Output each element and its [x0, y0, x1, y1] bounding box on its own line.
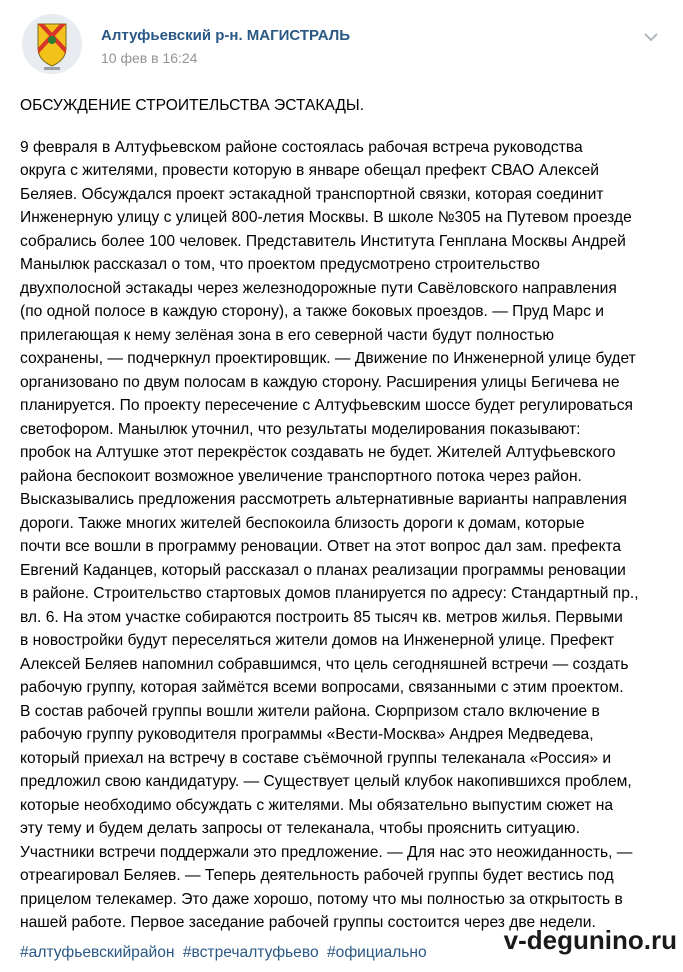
post-text-line: в новостройки будут переселяться жители домов на Инженерной улице. Префект — [20, 632, 615, 649]
post-text-line: дороги. Также многих жителей беспокоила близость дороги к домам, которые — [20, 514, 585, 532]
post-text-line: собрались более 100 человек. Представитель Института Генплана Москвы Андрей — [20, 232, 626, 250]
post-text-line: двухполосной эстакады через железнодорожные пути Савёловского направления — [20, 279, 617, 297]
hashtags — [20, 944, 427, 962]
hashtag-link[interactable]: #алтуфьевскийрайон — [20, 944, 175, 961]
post-text-line: Беляев. Обсуждался проект эстакадной транспортной связки, которая соединит — [20, 185, 604, 203]
post-text-line: предложил свою кандидатуру. — Существует целый клубок накопившихся проблем, — [20, 773, 632, 790]
post-text-line: прилегающая к нему зелёная зона в его северной части будут полностью — [20, 326, 555, 344]
post-text-line: рабочую группу, которая займётся всеми вопросами, связанными с этим проектом. — [20, 679, 624, 696]
post-menu-button[interactable] — [641, 30, 661, 44]
post-text-line: нашей работе. Первое заседание рабочей группы состоится через две недели. — [20, 914, 596, 931]
post-text-line: рабочую группу руководителя программы «Вести-Москва» Андрея Медведева, — [20, 726, 594, 743]
post-text-line: почти все вошли в программу реновации. Ответ на этот вопрос дал зам. префекта — [20, 538, 622, 555]
post-text-line: светофором. Манылюк уточнил, что результаты моделирования показывают: — [20, 420, 581, 438]
post-text-line: эту тему и будем делать запросы от телеканала, чтобы прояснить ситуацию. — [20, 820, 580, 837]
post-text-line: Высказывались предложения рассмотреть альтернативные варианты направления — [20, 491, 627, 508]
post-text-line: 9 февраля в Алтуфьевском районе состоялась рабочая встреча руководства — [20, 138, 583, 156]
post-text-line: сохранены, — подчеркнул проектировщик. — Движение по Инженерной улице будет — [20, 350, 636, 367]
post-header — [22, 14, 683, 78]
post-text-line: который приехал на встречу в составе съёмочной группы телеканала «Россия» и — [20, 749, 612, 767]
post-text — [20, 94, 670, 935]
post-text-line: планируется. По проекту пересечение с Алтуфьевским шоссе будет регулироваться — [20, 397, 633, 414]
hashtag-link[interactable]: #официально — [326, 944, 427, 961]
post-title: ОБСУЖДЕНИЕ СТРОИТЕЛЬСТВА ЭСТАКАДЫ. — [20, 97, 365, 114]
author-link[interactable]: Алтуфьевский р-н. МАГИСТРАЛЬ — [101, 27, 351, 44]
avatar[interactable] — [22, 14, 82, 74]
post-date[interactable]: 10 фев в 16:24 — [101, 50, 198, 66]
post-body — [20, 136, 670, 935]
post-text-line: Алексей Беляев напомнил собравшимся, что цель сегодняшней встречи — создать — [20, 655, 629, 673]
post-text-line: В состав рабочей группы вошли жители района. Сюрпризом стало включение в — [20, 702, 600, 720]
chevron-down-icon — [641, 30, 661, 44]
hashtag-link[interactable]: #встречалтуфьево — [182, 944, 319, 961]
post-text-line: прицелом телекамер. Это даже хорошо, потому что мы полностью за открытость в — [20, 890, 623, 908]
post-text-line: Инженерную улицу с улицей 800-летия Москвы. В школе №305 на Путевом проезде — [20, 209, 632, 226]
post-text-line: Евгений Каданцев, который рассказал о планах реализации программы реновации — [20, 561, 626, 579]
post-text-line: округа с жителями, провести которую в январе обещал префект СВАО Алексей — [20, 162, 599, 179]
post-text-line: Манылюк рассказал о том, что проектом предусмотрено строительство — [20, 256, 540, 273]
post-text-line: отреагировал Беляев. — Теперь деятельность рабочей группы будет вестись под — [20, 867, 614, 884]
post-text-line: организовано по двум полосам в каждую сторону. Расширения улицы Бегичева не — [20, 373, 620, 391]
post-text-line: района беспокоит возможное увеличение транспортного потока через район. — [20, 467, 582, 485]
post-text-line: Участники встречи поддержали это предложение. — Для нас это неожиданность, — — [20, 843, 633, 861]
post-text-line: вл. 6. На этом участке собираются построить 85 тысяч кв. метров жилья. Первыми — [20, 608, 623, 626]
post-text-line: в районе. Строительство стартовых домов планируется по адресу: Стандартный пр., — [20, 585, 639, 602]
watermark: v-degunino.ru — [503, 925, 677, 955]
post-text-line: которые необходимо обсуждать с жителями. Мы обязательно выпустим сюжет на — [20, 796, 613, 814]
coat-of-arms-icon — [22, 14, 82, 74]
post-text-line: пробок на Алтушке этот перекрёсток создавать не будет. Жителей Алтуфьевского — [20, 444, 616, 461]
post-text-line: (по одной полосе в каждую сторону), а также боковых проездов. — Пруд Марс и — [20, 303, 604, 320]
